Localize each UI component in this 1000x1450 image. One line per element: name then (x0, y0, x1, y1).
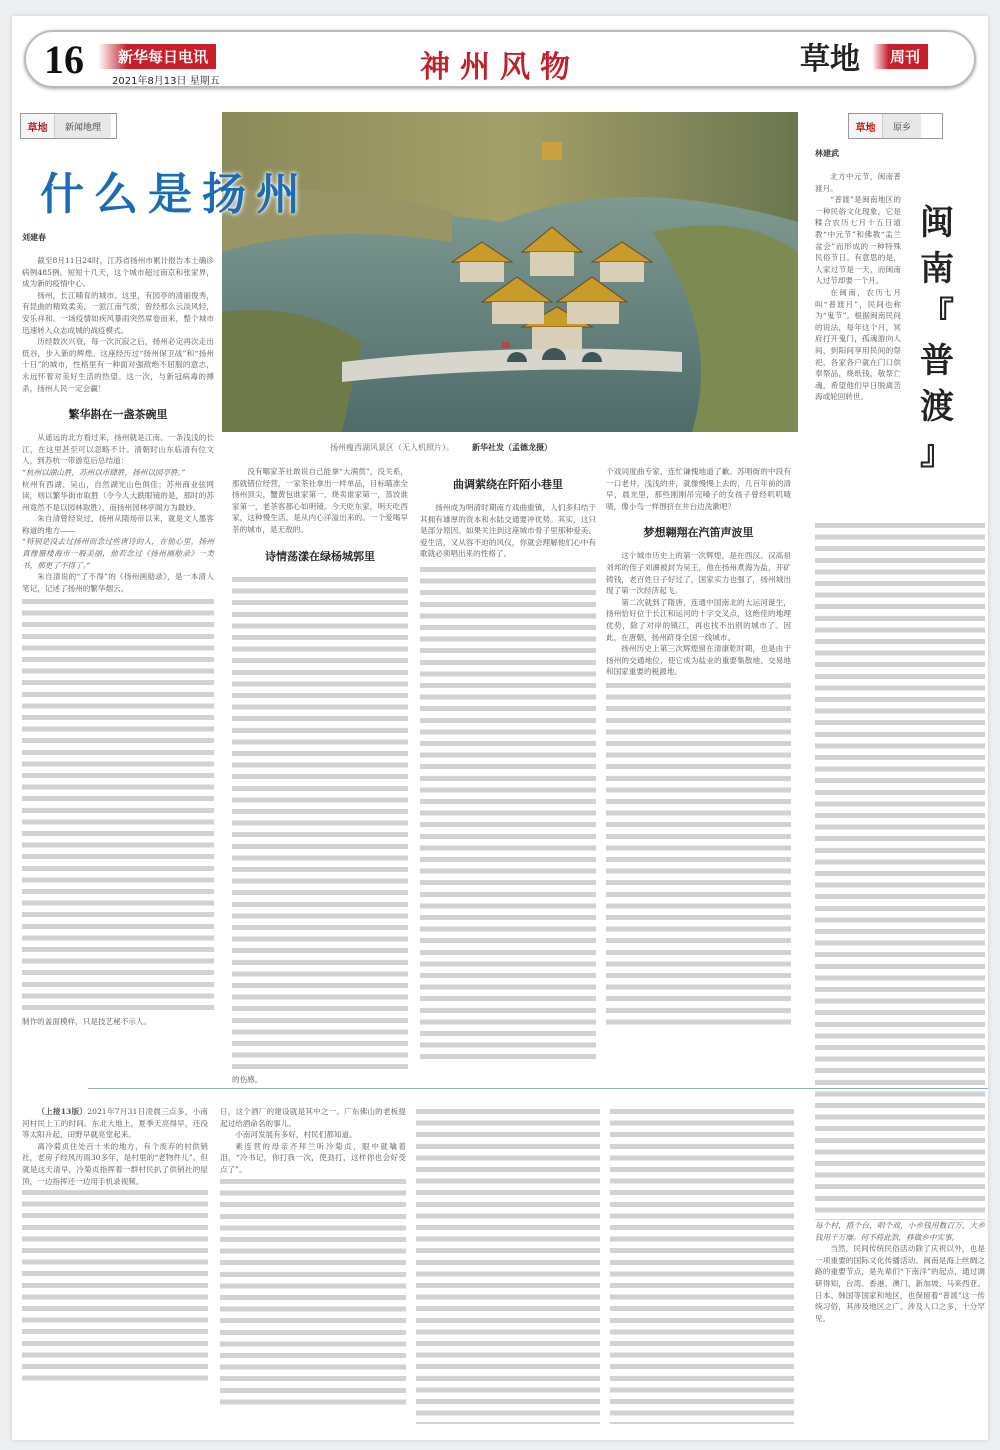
page-number: 16 (44, 37, 84, 82)
body-text-illegible (22, 1187, 208, 1387)
column-tag-label: 新闻地理 (55, 114, 111, 138)
column-tag-left (20, 113, 117, 139)
photo-caption (330, 442, 552, 453)
article-body (606, 466, 791, 512)
article-body (22, 432, 214, 594)
article-column (606, 466, 791, 1030)
paragraph: 制作的盖面模样，只是技艺秘不示人。 (22, 1017, 152, 1027)
article-column (232, 466, 408, 1085)
subheading: 繁华斟在一盏茶碗里 (68, 408, 168, 422)
body-text-illegible (420, 564, 596, 1064)
paragraph: 扬州历史上第三次辉煌留在清康乾时期，也是由于扬州的交通地位，使它成为盐业的重要集散地、交易地和国家重要的税源地。 (606, 644, 791, 677)
weekly-logo: 草地 (800, 42, 860, 77)
article-intro (22, 255, 214, 394)
paragraph: 没有哪家茶社敢说自己能拿“大满贯”，没关系，那就错位经营，一家茶社拿出一样单品，目标瞄准全扬州顶尖，蟹黄包谁家第一，烧卖谁家第一，蒸饺谁家第一，老茶客都心如明镜。今天吃东家，明天吃西家，这种慢生活，是从内心洋溢出来的。一个爱喝早茶的城市，是无敌的。 (232, 467, 408, 534)
paragraph: 2021年7月31日凌晨三点多，小南河村民上工的时间。东北大地上，夏季天亮得早，还没等太阳升起，田野早就亮堂起来。 (22, 1107, 208, 1140)
column-logo: 草地 (849, 114, 883, 138)
paragraph: 扬州，长江哺育的城市。这里，有园亭的清丽俊秀，有昆曲的精致柔美，一派江南气质，曾经那么云淡风轻，安乐祥和。一场疫情如疾风暴雨突然席卷而来，整个城市迅速转入众志成城的战疫模式。 (22, 290, 214, 335)
article-body (22, 1106, 208, 1187)
quote: “特别是没去过扬州而念过些唐诗的人，在他心里，扬州真像蜃楼海市一般美丽，他若念过《扬州画舫录》一类书，那更了不得了。” (22, 537, 214, 570)
paragraph: “普渡”是闽南地区的一种民俗文化现象，它是糅合农历七月十五日道教“中元节”和佛教“盂兰盆会”而形成的一种特殊民俗节日。有意思的是，人家过节是一天，而闽南人过节却要一个月。 (815, 195, 901, 286)
paragraph: 朱自清曾经说过，扬州从隋炀帝以来，就是文人墨客称道的地方—— (22, 514, 214, 535)
title-char: 普 (920, 341, 954, 381)
column-logo: 草地 (21, 114, 55, 138)
article-column (815, 148, 901, 403)
paragraph: 扬州成为明清时期南方戏曲重镇，人们多归结于其拥有雄厚的资本和水陆交通要冲优势。其实，这只是部分原因。如果关注到这座城市骨子里那种爱美、爱生活，又从容不迫的风仪，你就会理解他们心中有歌就必须唱出来的性格了。 (420, 503, 596, 559)
photo-credit: 新华社发（孟德龙摄） (472, 443, 552, 452)
paragraph: 的伤感。 (232, 1074, 263, 1084)
article-title: 什么是扬州 (40, 169, 310, 220)
article-column (420, 470, 596, 1064)
subheading: 梦想翱翔在汽笛声波里 (643, 526, 754, 540)
body-text-illegible (232, 574, 408, 1074)
article-body (606, 550, 791, 678)
body-text-illegible (815, 520, 985, 1220)
continued-from-label: （上接13版） (37, 1107, 88, 1116)
article-body (420, 502, 596, 560)
paragraph: 历经数次兴衰，每一次沉寂之后，扬州必定再次走出低谷，步入新的辉煌。这座经历过“扬州保卫战”和“扬州十日”的城市，性格里有一种面对强敌绝不屈服的意志，永远怀着对美好生活的热望。这一次，与新冠病毒的搏杀，扬州人民一定会赢！ (22, 337, 214, 393)
author-byline: 刘建春 (22, 233, 46, 242)
caption-text: 扬州瘦西湖风景区（无人机照片）。 (330, 443, 454, 452)
article-column (220, 1106, 406, 1406)
paragraph: 小南河发展有多好，村民们都知道。 (235, 1130, 357, 1140)
article-column (22, 1106, 208, 1387)
author-byline: 林建武 (815, 149, 839, 158)
paragraph: 从遥远的北方看过来，扬州就是江南。一条浅浅的长江，在这里甚至可以忽略不计。清朝时山东临清有位文人，到苏杭一带游览后总结道： (22, 433, 214, 466)
paragraph: 离冷菊贞住处百十米的地方，有个废弃的村供销社，老房子经风历雨30多年，是村里的“老物件儿”。但就是这天清早，冷菊贞指挥着一群村民扒了供销社的屋顶，一边指挥还一边用手机录视频。 (22, 1141, 208, 1186)
paragraph: 素连营的母亲齐拜兰听冷菊贞，眼中就噙着泪，“冷书记，你打我一次，使劲打，这样你也会好受点了”。 (220, 1141, 406, 1174)
paragraph: 北方中元节，闽南普渡月。 (815, 172, 901, 193)
title-char: 』 (920, 433, 954, 473)
article-body (815, 171, 901, 403)
paragraph: 在闽南，农历七月叫“普渡月”，民间也称为“鬼节”。根据闽南民间的说法，每年这个月，冥府打开鬼门，孤魂游向人间，到阳间享用民间的祭祀，各家各户就在门口供奉祭品，烧纸钱，敬祭亡魂，希望他们早日脱离苦海或轮回转世。 (815, 287, 901, 402)
title-char: 南 (920, 249, 954, 289)
title-char: 『 (920, 295, 954, 335)
body-text-illegible (610, 1106, 794, 1424)
article-column (815, 520, 985, 1324)
issue-date: 2021年8月13日 星期五 (112, 76, 220, 87)
body-text-illegible (22, 596, 214, 1016)
body-text-illegible (220, 1176, 406, 1406)
article-body (815, 1243, 985, 1324)
paragraph: 朱自清说的“了不得”的《扬州画舫录》，是一本清人笔记，记述了扬州的繁华烟云。 (22, 572, 214, 593)
quote: “杭州以湖山胜，苏州以市肆胜，扬州以园亭胜。” (22, 467, 186, 477)
newspaper-brand: 新华每日电讯 (98, 44, 216, 69)
title-char: 渡 (920, 387, 954, 427)
paragraph: 这个城市历史上的第一次辉煌，是在西汉。汉高祖刘邦的侄子刘濞被封为吴王，他在扬州煮海为盐，开矿铸钱，老百姓日子好过了，国家实力也强了，扬州城出现了第一次经济起飞。 (606, 551, 791, 596)
title-char: 闽 (920, 203, 954, 243)
subheading: 诗情荡漾在绿杨城郭里 (265, 549, 375, 563)
article-column (22, 232, 214, 1028)
article-title-vertical (912, 200, 962, 476)
column-tag-label: 原乡 (883, 114, 921, 138)
paragraph: 杭州有西湖、吴山，自然湖光山色俱佳；苏州商业弦网读，则以繁华街市取胜（令今人大跌眼镜的是，那时的苏州竟然不是以园林取胜），而扬州园林亭阁方为最妙。 (22, 479, 214, 512)
paragraph: 第二次就到了隋唐，连通中国南北的大运河诞生，扬州恰好位于长江和运河的十字交叉点，这绝佳的地理优势，除了对岸的镇江，再也找不出别的城市了。因此，在唐朝，扬州跻身全国一线城市。 (606, 597, 791, 642)
weekly-label: 周刊 (872, 44, 928, 69)
paragraph: 当然，民间传统民俗活动除了庆祝以外，也是一项重要的国际文化传播活动。闽南是海上丝绸之路的重要节点，是先辈们“下南洋”的起点，通过调研得知，台湾、香港、澳门、新加坡、马来西亚、日本、韩国等国家和地区，也保留着“普渡”这一传统习俗，其涉及地区之广、涉及人口之多，十分罕见。 (815, 1244, 985, 1323)
subheading: 曲调萦绕在阡陌小巷里 (453, 478, 563, 491)
quote: 每个村，搭个台，唱个戏，小乡钱用数百万，大乡钱用千万糜。何不将此款，移做乡中实事。 (815, 1221, 985, 1242)
paragraph: 日，这个酒厂的建设就是其中之一。广东佛山的老板提起过给酒命名的事儿。 (220, 1107, 406, 1128)
body-text-illegible (606, 680, 791, 1030)
paragraph: 个戏词度曲专家，连忙谦愧地道了歉。苏唱街的中段有一口老井，浅浅的井，就像慢慢上去的，几百年前的清早，晨光里，那些刚刚吊完嗓子的女孩子曾经叽叽喳喳，像小鸟一样围挤在井台边洗漱吧？ (606, 467, 791, 511)
article-body (220, 1106, 406, 1176)
body-text-illegible (416, 1106, 600, 1424)
column-tag-right (848, 113, 943, 139)
article-body (232, 466, 408, 536)
section-divider (88, 1088, 988, 1089)
section-title: 神州风物 (420, 50, 580, 85)
paragraph: 截至8月11日24时，江苏省扬州市累计报告本土确诊病例485例。短短十几天，这个城市超过南京和张家界，成为新的疫情中心。 (22, 256, 214, 289)
